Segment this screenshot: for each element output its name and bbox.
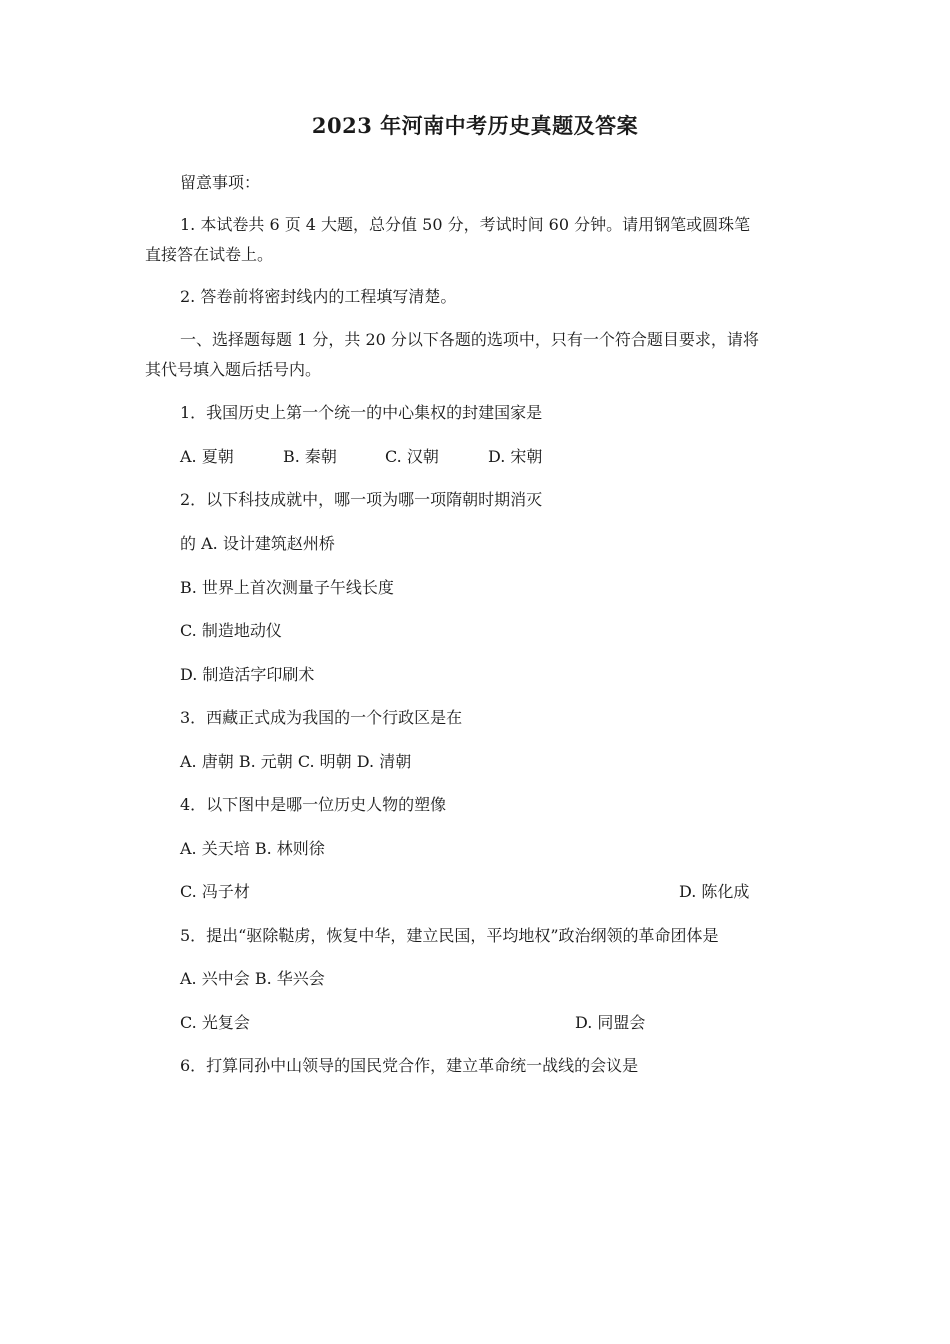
notice-item-1-cont: 直接答在试卷上。 (145, 245, 274, 264)
question-2-stem: 2．以下科技成就中，哪一项为哪一项隋朝时期消灭 (180, 490, 543, 509)
question-3-stem: 3．西藏正式成为我国的一个行政区是在 (180, 708, 463, 727)
question-4-stem: 4．以下图中是哪一位历史人物的塑像 (180, 795, 447, 814)
question-1-option-a: A. 夏朝 (180, 447, 234, 466)
section-1-instructions-cont: 其代号填入题后括号内。 (145, 360, 322, 379)
question-2-option-d: D. 制造活字印刷术 (180, 665, 315, 684)
notice-item-2: 2. 答卷前将密封线内的工程填写清楚。 (180, 287, 457, 306)
section-1-instructions: 一、选择题每题 1 分，共 20 分以下各题的选项中，只有一个符合题目要求，请将 (180, 330, 759, 349)
question-1-option-d: D. 宋朝 (488, 447, 543, 466)
question-1-stem: 1．我国历史上第一个统一的中心集权的封建国家是 (180, 403, 543, 422)
question-2-option-b: B. 世界上首次测量子午线长度 (180, 578, 394, 597)
question-4-option-c: C. 冯子材 (180, 882, 250, 901)
page-title: 2023 年河南中考历史真题及答案 (311, 113, 639, 138)
question-1-option-b: B. 秦朝 (283, 447, 337, 466)
question-4-options-ab: A. 关天培 B. 林则徐 (180, 839, 325, 858)
question-5-stem: 5．提出“驱除鞑虏，恢复中华，建立民国，平均地权”政治纲领的革命团体是 (180, 926, 719, 945)
question-5-options-ab: A. 兴中会 B. 华兴会 (180, 969, 325, 988)
question-1-option-c: C. 汉朝 (385, 447, 439, 466)
question-5-option-d: D. 同盟会 (575, 1013, 646, 1032)
notice-heading: 留意事项： (180, 173, 261, 192)
question-4-option-d: D. 陈化成 (679, 882, 750, 901)
notice-item-1: 1. 本试卷共 6 页 4 大题，总分值 50 分，考试时间 60 分钟。请用钢笔或圆珠笔 (180, 215, 751, 234)
question-5-option-c: C. 光复会 (180, 1013, 250, 1032)
question-3-options: A. 唐朝 B. 元朝 C. 明朝 D. 清朝 (180, 752, 412, 771)
question-6-stem: 6．打算同孙中山领导的国民党合作，建立革命统一战线的会议是 (180, 1056, 639, 1075)
question-2-option-c: C. 制造地动仪 (180, 621, 282, 640)
question-2-option-a: 的 A. 设计建筑赵州桥 (180, 534, 335, 553)
